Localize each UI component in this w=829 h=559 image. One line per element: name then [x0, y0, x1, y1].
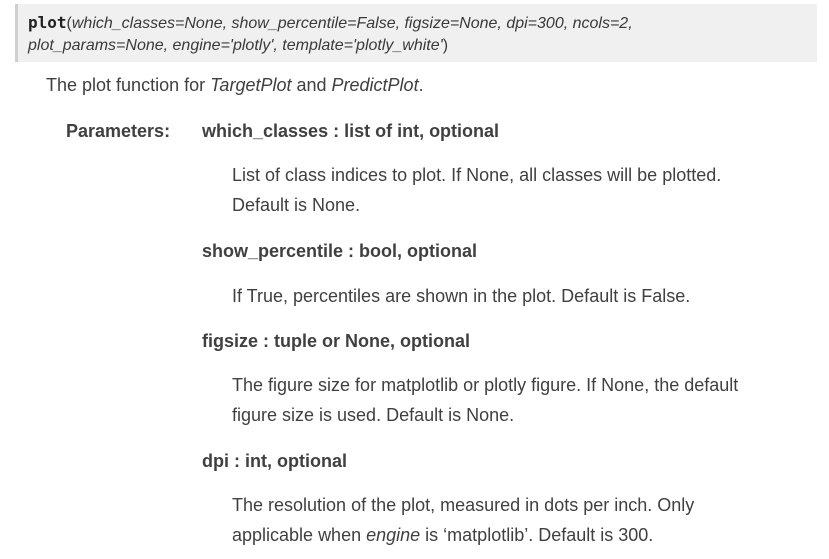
summary-class-targetplot: TargetPlot: [210, 75, 292, 95]
function-summary: [46, 72, 424, 98]
summary-suffix: .: [418, 75, 424, 95]
param-dpi-desc: [232, 490, 812, 550]
param-desc-line: The resolution of the plot, measured in dots per inch. Only: [232, 495, 695, 515]
param-show-percentile-desc: [232, 281, 812, 311]
param-desc-line: List of class indices to plot. If None, all classes will be plotted.: [232, 165, 722, 185]
param-show-percentile-name: show_percentile : bool, optional: [202, 241, 478, 261]
param-desc-emphasis: engine: [366, 525, 421, 545]
param-desc-text: is ‘matplotlib’. Default is 300.: [420, 525, 654, 545]
param-desc-line: Default is None.: [232, 195, 361, 215]
signature-line-1: [28, 12, 807, 35]
signature-open-paren: (: [66, 15, 72, 32]
param-dpi-name: dpi : int, optional: [202, 451, 347, 471]
signature-params-line-1: which_classes=None, show_percentile=False, figsize=None, dpi=300, ncols=2,: [71, 15, 633, 32]
param-which-classes-desc: [232, 160, 812, 220]
function-name[interactable]: plot: [28, 13, 67, 32]
summary-class-predictplot: PredictPlot: [331, 75, 419, 95]
summary-prefix: The plot function for: [46, 75, 211, 95]
param-desc-text: applicable when: [232, 525, 367, 545]
param-figsize-desc: [232, 370, 812, 430]
signature-line-2: [28, 35, 807, 57]
function-signature: [15, 4, 817, 62]
signature-close-paren: ): [442, 37, 449, 54]
summary-mid: and: [291, 75, 332, 95]
param-desc-line: If True, percentiles are shown in the plot. Default is False.: [232, 286, 691, 306]
signature-params-line-2: plot_params=None, engine='plotly', template='plotly_white': [28, 37, 443, 54]
param-desc-line: [232, 520, 812, 550]
param-desc-line: figure size is used. Default is None.: [232, 405, 515, 425]
param-desc-line: The figure size for matplotlib or plotly figure. If None, the default: [232, 375, 739, 395]
parameters-label: Parameters:: [66, 121, 171, 141]
param-which-classes-name: which_classes : list of int, optional: [202, 121, 500, 141]
param-figsize-name: figsize : tuple or None, optional: [202, 331, 470, 351]
